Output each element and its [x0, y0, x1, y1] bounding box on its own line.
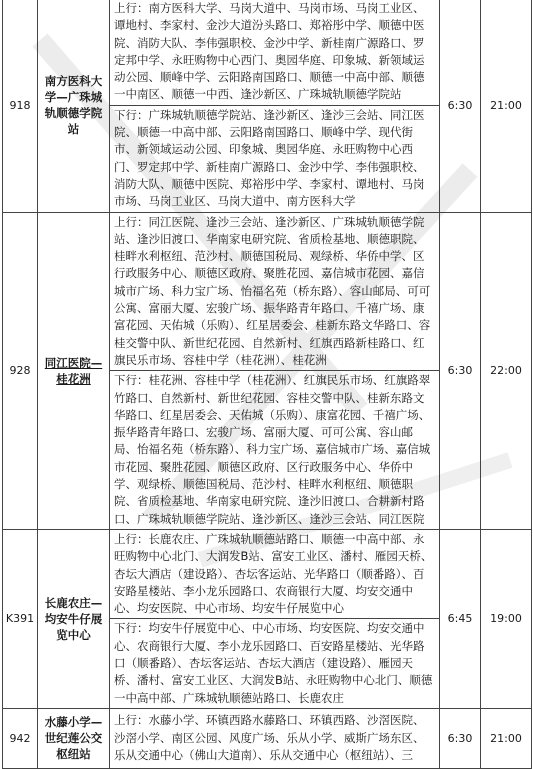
- route-name: 水藤小学—世纪莲公交枢纽站: [38, 708, 110, 768]
- down-direction-stops: 下行：广珠城轨顺德学院站、逢沙新区、逢沙三会站、同江医院、顺德一中高中部、云阳路南国路口、顺峰中学、现代街市、新领域运动公园、印象城、奥园华庭、永旺购物中心西门、罗定邦中学、新桂南广源路口、金沙中学、李伟强职校、消防大队、顺德中医院、郑裕彤中学、李家村、谭地村、马岗市场、马岗工业区、马岗大道中、南方医科大学: [110, 105, 439, 212]
- table-row: [3, 529, 532, 708]
- table-row: [3, 212, 532, 529]
- route-stops: [110, 0, 440, 212]
- down-direction-stops: 下行：桂花洲、容桂中学（桂花洲）、红旗民乐市场、红旗路翠竹路口、自然新村、新世纪花园、容桂交警中队、桂新东路文华路口、红星居委会、天佑城（乐购）、康富花园、千禧广场、振华路青年路口、宏骏广场、富丽大厦、可可公寓、容山邮局、怡福名苑（桥东路）、科力宝广场、嘉信城市广场、嘉信城市花园、聚胜花园、顺德区政府、区行政服务中心、华侨中学、观绿桥、顺德国税局、范沙村、桂畔水利枢纽、顺德职院、省质检基地、华南家电研究院、逢沙旧渡口、合耕新村路口、广珠城轨顺德学院站、逢沙新区、逢沙三会站、同江医院: [110, 370, 439, 529]
- up-direction-stops: 上行：长鹿农庄、广珠城轨顺德站路口、顺德一中高中部、永旺购物中心北门、大润发B站、富安工业区、潘村、雁园天桥、杏坛大酒店（建设路）、杏坛客运站、光华路口（顺番路）、百安路星楼站、李小龙乐园路口、农商银行大厦、均安交通中心、均安医院、中心市场、均安牛仔展览中心: [114, 531, 433, 616]
- route-number: 918: [3, 0, 38, 212]
- route-number: 942: [3, 708, 38, 768]
- route-number: 928: [3, 212, 38, 529]
- last-departure: 19:00: [481, 529, 532, 708]
- first-departure: 6:30: [440, 212, 481, 529]
- table-row: [3, 0, 532, 212]
- down-direction-stops: 下行：均安牛仔展览中心、中心市场、均安医院、均安交通中心、农商银行大厦、李小龙乐园路口、百安路星楼站、光华路口（顺番路）、杏坛客运站、杏坛大酒店（建设路）、雁园天桥、潘村、富安工业区、大润发B站、永旺购物中心北门、顺德一中高中部、广珠城轨顺德站路口、长鹿农庄: [110, 618, 439, 707]
- last-departure: 21:00: [481, 0, 532, 212]
- table-row: [3, 708, 532, 768]
- route-name: 长鹿农庄—均安牛仔展览中心: [38, 529, 110, 708]
- route-stops: [110, 708, 440, 768]
- route-number: K391: [3, 529, 38, 708]
- first-departure: 6:30: [440, 0, 481, 212]
- route-name: 南方医科大学—广珠城轨顺德学院站: [38, 0, 110, 212]
- route-stops: [110, 212, 440, 529]
- up-direction-stops: 上行：南方医科大学、马岗大道中、马岗市场、马岗工业区、谭地村、李家村、金沙大道汾头路口、郑裕彤中学、顺德中医院、消防大队、李伟强职校、金沙中学、新桂南广源路口、罗定邦中学、永旺购物中心西门、奥园华庭、印象城、新领域运动公园、顺峰中学、云阳路南国路口、顺德一中高中部、顺德一中南区、顺德一中西、逢沙新区、广珠城轨顺德学院站: [114, 1, 425, 102]
- first-departure: 6:45: [440, 529, 481, 708]
- last-departure: 22:00: [481, 212, 532, 529]
- up-direction-stops: 上行：水藤小学、环镇西路水藤路口、环镇西路、沙滘医院、沙滘小学、南区公园、风度广场、乐从小学、威斯广场东区、乐从交通中心（佛山大道南）、乐从交通中心（枢纽站）、三: [114, 713, 425, 763]
- last-departure: 21:00: [481, 708, 532, 768]
- route-name: 同江医院—桂花洲: [38, 212, 110, 529]
- bus-route-table: [2, 0, 532, 769]
- up-direction-stops: 上行：同江医院、逢沙三会站、逢沙新区、广珠城轨顺德学院站、逢沙旧渡口、华南家电研究院、省质检基地、顺德职院、桂畔水利枢纽、范沙村、顺德国税局、观绿桥、华侨中学、区行政服务中心、顺德区政府、聚胜花园、嘉信城市花园、嘉信城市广场、科力宝广场、怡福名苑（桥东路）、容山邮局、可可公寓、富丽大厦、宏骏广场、振华路青年路口、千禧广场、康富花园、天佑城（乐购）、红星居委会、桂新东路文华路口、容桂交警中队、新世纪花园、自然新村、红旗西路新桂路口、红旗民乐市场、容桂中学（桂花洲）、桂花洲: [114, 214, 431, 367]
- route-stops: [110, 529, 440, 708]
- first-departure: 6:30: [440, 708, 481, 768]
